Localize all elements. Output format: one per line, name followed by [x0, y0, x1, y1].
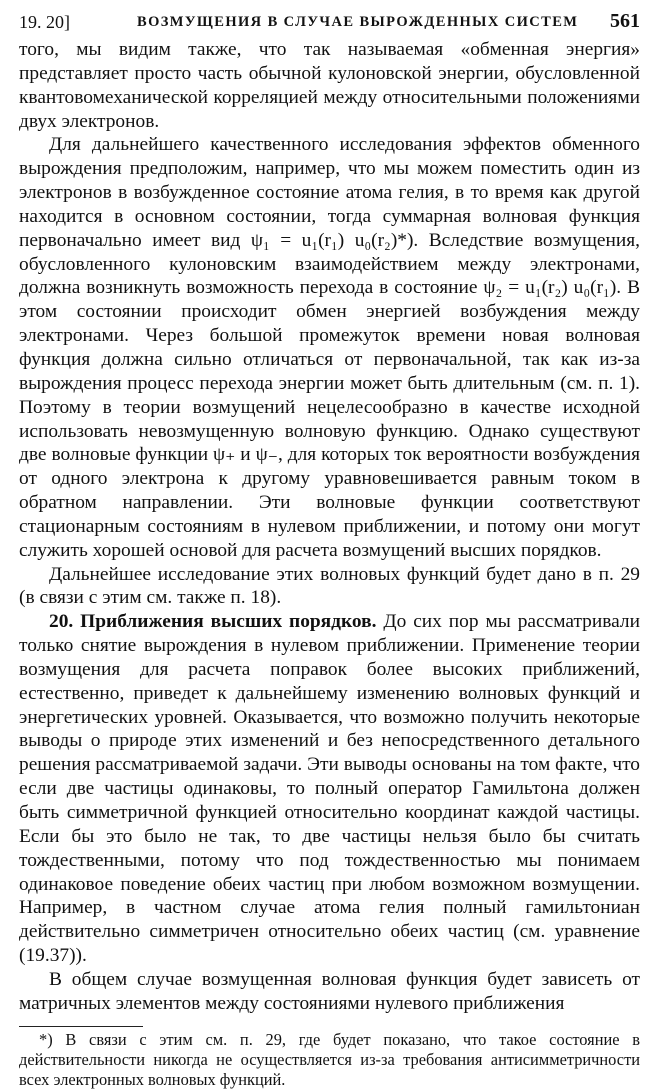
footnote-divider [19, 1026, 143, 1027]
running-header [19, 8, 640, 38]
paragraph-exchange-degeneracy: Для дальнейшего качественного исследования эффектов обменного вырождения предположим, например, что мы можем поместить один из электронов в возбужденное состояние атома гелия, в то время как другой находится в основном состоянии, тогда суммарная волновая функция первоначально имеет вид ψ₁ = u₁(r₁) u₀(r₂)*). Вследствие возмущения, обусловленного кулоновским взаимодействием между электронами, должна возникнуть возможность перехода в состояние ψ₂ = u₁(r₂) u₀(r₁). В этом состоянии происходит обмен энергией возбуждения между электронами. Через большой промежуток времени новая волновая функция должна сильно отличаться от первоначальной, так как из-за вырождения процесс перехода энергии может быть длительным (см. п. 1). Поэтому в теории возмущений нецелесообразно в качестве исходной использовать невозмущенную волновую функцию. Однако существуют две волновые функции ψ₊ и ψ₋, для которых ток вероятности возбуждения от одного электрона к другому уравновешивается равным током в обратном направлении. Эти волновые функции соответствуют стационарным состояниям в нулевом приближении, и потому они могут служить хорошей основой для расчета возмущений высших порядков. [19, 134, 640, 561]
paragraph-general-case: В общем случае возмущенная волновая функция будет зависеть от матричных элементов между состояниями нулевого приближения [19, 968, 640, 1014]
page-number: 561 [610, 10, 640, 32]
paragraph-further-study: Дальнейшее исследование этих волновых функций будет дано в п. 29 (в связи с этим см. также п. 18). [19, 563, 640, 609]
running-title: ВОЗМУЩЕНИЯ В СЛУЧАЕ ВЫРОЖДЕННЫХ СИСТЕМ [137, 14, 579, 30]
section-heading: 20. Приближения высших порядков. [49, 611, 377, 633]
footnote: *) В связи с этим см. п. 29, где будет показано, что такое состояние в действительности никогда не осуществляется из-за требования антисимметричности всех электронных волновых функций. [19, 1029, 640, 1089]
section-reference: 19. 20] [19, 12, 70, 32]
section-20-text: До сих пор мы рассматривали только снятие вырождения в нулевом приближении. Применение теории возмущения для расчета поправок более высоких приближений, естественно, приведет к дальнейшему изменению волновых функций и энергетических уровней. Оказывается, что возможно получить некоторые выводы о природе этих изменений и без непосредственного детального решения рассматриваемой задачи. Эти выводы основаны на том факте, что если две частицы одинаковы, то полный оператор Гамильтона должен быть симметричной функцией относительно координат каждой частицы. Если бы это было не так, то две частицы нельзя было бы считать тождественными, потому что под тождественностью мы понимаем одинаковое поведение обеих частиц при любом возможном возмущении. Например, в частном случае атома гелия полный гамильтониан действительно симметричен относительно обеих частиц (см. уравнение (19.37)). [19, 611, 640, 967]
paragraph-section-20 [19, 610, 640, 968]
paragraph-continuation: того, мы видим также, что так называемая «обменная энергия» представляет просто часть обычной кулоновской энергии, обусловленной квантовомеханической корреляцией между относительными положениями двух электронов. [19, 39, 640, 132]
book-page [19, 8, 640, 1090]
main-text [19, 38, 640, 1016]
